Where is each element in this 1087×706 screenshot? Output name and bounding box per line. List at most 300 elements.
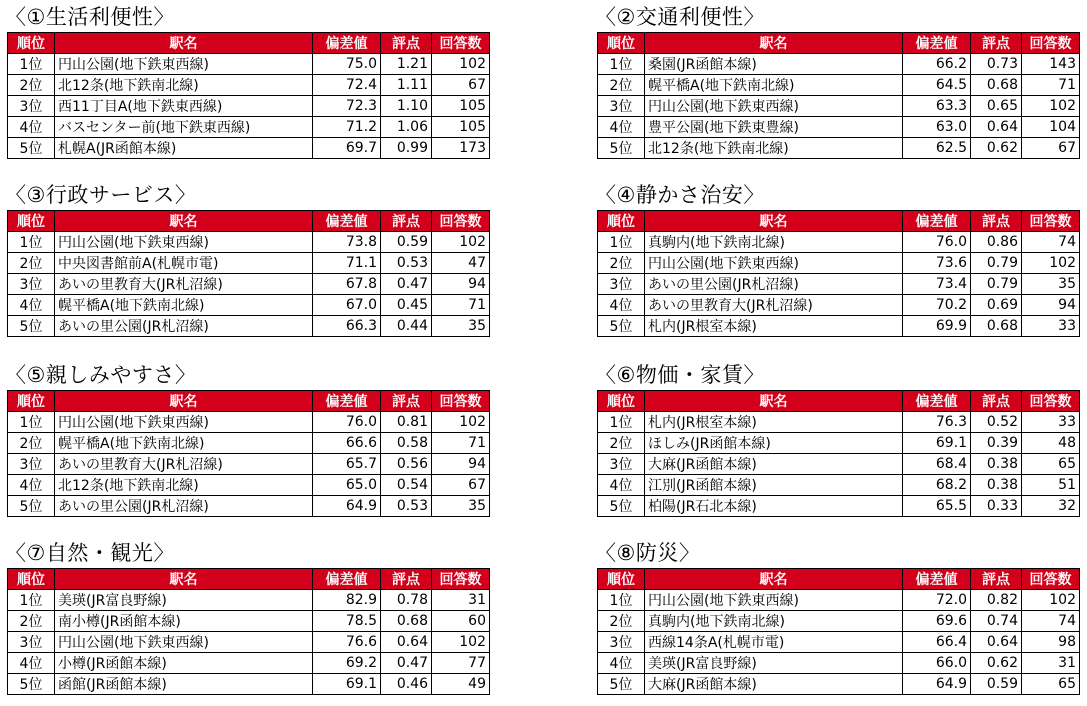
deviation-cell: 69.6 [903, 611, 971, 632]
deviation-cell: 72.0 [903, 590, 971, 611]
responses-cell: 32 [1022, 496, 1080, 517]
table-row [598, 75, 1080, 96]
header-responses: 回答数 [432, 391, 490, 412]
rank-cell: 3位 [8, 454, 55, 475]
rank-cell: 3位 [8, 274, 55, 295]
responses-cell: 143 [1022, 54, 1080, 75]
header-score: 評点 [971, 569, 1022, 590]
header-score: 評点 [381, 569, 432, 590]
table-row [598, 316, 1080, 337]
deviation-cell: 67.8 [313, 274, 381, 295]
table-row [8, 75, 490, 96]
header-rank: 順位 [598, 33, 645, 54]
table-row [8, 54, 490, 75]
deviation-cell: 75.0 [313, 54, 381, 75]
station-cell: 円山公園(地下鉄東西線) [645, 96, 903, 117]
station-cell: 西線14条A(札幌市電) [645, 632, 903, 653]
table-row [8, 475, 490, 496]
responses-cell: 35 [1022, 274, 1080, 295]
table-row [598, 475, 1080, 496]
header-deviation: 偏差値 [313, 391, 381, 412]
score-cell: 0.54 [381, 475, 432, 496]
station-cell: 北12条(地下鉄南北線) [55, 75, 313, 96]
responses-cell: 94 [432, 454, 490, 475]
header-station: 駅名 [645, 391, 903, 412]
rank-cell: 5位 [8, 674, 55, 695]
responses-cell: 65 [1022, 674, 1080, 695]
rank-cell: 5位 [598, 496, 645, 517]
rank-cell: 5位 [598, 138, 645, 159]
deviation-cell: 67.0 [313, 295, 381, 316]
header-responses: 回答数 [1022, 211, 1080, 232]
station-cell: 円山公園(地下鉄東西線) [645, 253, 903, 274]
deviation-cell: 65.7 [313, 454, 381, 475]
deviation-cell: 71.1 [313, 253, 381, 274]
responses-cell: 31 [432, 590, 490, 611]
table-row [598, 54, 1080, 75]
ranking-section [7, 180, 489, 337]
ranking-section [597, 538, 1079, 695]
header-score: 評点 [381, 211, 432, 232]
header-row [8, 569, 490, 590]
score-cell: 0.78 [381, 590, 432, 611]
responses-cell: 102 [1022, 590, 1080, 611]
score-cell: 0.62 [971, 138, 1022, 159]
rank-cell: 5位 [8, 316, 55, 337]
rank-cell: 2位 [598, 75, 645, 96]
header-station: 駅名 [55, 33, 313, 54]
table-row [598, 674, 1080, 695]
table-row [598, 96, 1080, 117]
deviation-cell: 70.2 [903, 295, 971, 316]
station-cell: 函館(JR函館本線) [55, 674, 313, 695]
rank-cell: 4位 [8, 295, 55, 316]
rank-cell: 3位 [598, 454, 645, 475]
header-row [598, 391, 1080, 412]
responses-cell: 98 [1022, 632, 1080, 653]
table-row [8, 496, 490, 517]
header-score: 評点 [381, 391, 432, 412]
station-cell: 真駒内(地下鉄南北線) [645, 232, 903, 253]
score-cell: 1.21 [381, 54, 432, 75]
station-cell: 桑園(JR函館本線) [645, 54, 903, 75]
table-row [598, 117, 1080, 138]
header-row [8, 211, 490, 232]
responses-cell: 35 [432, 496, 490, 517]
table-row [598, 653, 1080, 674]
rank-cell: 4位 [598, 653, 645, 674]
table-row [8, 433, 490, 454]
responses-cell: 102 [432, 232, 490, 253]
responses-cell: 102 [432, 412, 490, 433]
header-station: 駅名 [645, 211, 903, 232]
score-cell: 0.64 [971, 632, 1022, 653]
header-rank: 順位 [8, 569, 55, 590]
header-row [598, 211, 1080, 232]
ranking-table [597, 210, 1080, 337]
station-cell: 真駒内(地下鉄南北線) [645, 611, 903, 632]
table-row [8, 138, 490, 159]
score-cell: 0.69 [971, 295, 1022, 316]
header-station: 駅名 [55, 391, 313, 412]
score-cell: 0.47 [381, 274, 432, 295]
score-cell: 0.47 [381, 653, 432, 674]
score-cell: 0.38 [971, 475, 1022, 496]
station-cell: 幌平橋A(地下鉄南北線) [55, 433, 313, 454]
station-cell: あいの里公園(JR札沼線) [645, 274, 903, 295]
header-rank: 順位 [598, 391, 645, 412]
rank-cell: 2位 [598, 433, 645, 454]
station-cell: 円山公園(地下鉄東西線) [55, 54, 313, 75]
deviation-cell: 82.9 [313, 590, 381, 611]
header-row [8, 33, 490, 54]
responses-cell: 67 [1022, 138, 1080, 159]
ranking-section [7, 360, 489, 517]
table-row [598, 295, 1080, 316]
section-title: 〈⑦自然・観光〉 [5, 541, 175, 565]
station-cell: あいの里公園(JR札沼線) [55, 496, 313, 517]
score-cell: 0.38 [971, 454, 1022, 475]
ranking-table [7, 32, 490, 159]
deviation-cell: 71.2 [313, 117, 381, 138]
rank-cell: 1位 [8, 54, 55, 75]
responses-cell: 104 [1022, 117, 1080, 138]
header-deviation: 偏差値 [313, 33, 381, 54]
header-rank: 順位 [598, 211, 645, 232]
rank-cell: 1位 [8, 412, 55, 433]
score-cell: 1.10 [381, 96, 432, 117]
responses-cell: 48 [1022, 433, 1080, 454]
section-title: 〈②交通利便性〉 [595, 5, 765, 29]
responses-cell: 74 [1022, 611, 1080, 632]
rank-cell: 4位 [8, 117, 55, 138]
deviation-cell: 69.1 [313, 674, 381, 695]
header-score: 評点 [971, 391, 1022, 412]
rank-cell: 4位 [598, 295, 645, 316]
rank-cell: 1位 [598, 590, 645, 611]
rank-cell: 3位 [598, 274, 645, 295]
header-rank: 順位 [8, 33, 55, 54]
score-cell: 0.64 [971, 117, 1022, 138]
table-row [598, 611, 1080, 632]
table-row [8, 632, 490, 653]
responses-cell: 47 [432, 253, 490, 274]
station-cell: バスセンター前(地下鉄東西線) [55, 117, 313, 138]
rank-cell: 3位 [598, 96, 645, 117]
rank-cell: 1位 [598, 232, 645, 253]
deviation-cell: 65.0 [313, 475, 381, 496]
responses-cell: 51 [1022, 475, 1080, 496]
deviation-cell: 72.3 [313, 96, 381, 117]
rank-cell: 2位 [598, 611, 645, 632]
header-responses: 回答数 [1022, 569, 1080, 590]
station-cell: 江別(JR函館本線) [645, 475, 903, 496]
responses-cell: 94 [432, 274, 490, 295]
rank-cell: 2位 [8, 75, 55, 96]
deviation-cell: 73.8 [313, 232, 381, 253]
ranking-table [597, 32, 1080, 159]
deviation-cell: 63.0 [903, 117, 971, 138]
table-row [598, 590, 1080, 611]
responses-cell: 77 [432, 653, 490, 674]
responses-cell: 33 [1022, 412, 1080, 433]
header-deviation: 偏差値 [903, 569, 971, 590]
table-row [8, 674, 490, 695]
deviation-cell: 65.5 [903, 496, 971, 517]
score-cell: 0.73 [971, 54, 1022, 75]
header-deviation: 偏差値 [313, 569, 381, 590]
ranking-section [7, 538, 489, 695]
responses-cell: 33 [1022, 316, 1080, 337]
station-cell: 西11丁目A(地下鉄東西線) [55, 96, 313, 117]
table-row [8, 274, 490, 295]
score-cell: 0.39 [971, 433, 1022, 454]
deviation-cell: 69.2 [313, 653, 381, 674]
score-cell: 0.65 [971, 96, 1022, 117]
station-cell: 美瑛(JR富良野線) [55, 590, 313, 611]
rank-cell: 1位 [8, 232, 55, 253]
score-cell: 0.68 [971, 75, 1022, 96]
deviation-cell: 66.2 [903, 54, 971, 75]
deviation-cell: 66.3 [313, 316, 381, 337]
responses-cell: 102 [1022, 253, 1080, 274]
deviation-cell: 69.7 [313, 138, 381, 159]
score-cell: 0.44 [381, 316, 432, 337]
ranking-table [7, 210, 490, 337]
table-row [598, 274, 1080, 295]
header-responses: 回答数 [432, 33, 490, 54]
station-cell: 柏陽(JR石北本線) [645, 496, 903, 517]
responses-cell: 94 [1022, 295, 1080, 316]
ranking-section [597, 2, 1079, 159]
score-cell: 1.11 [381, 75, 432, 96]
deviation-cell: 78.5 [313, 611, 381, 632]
rank-cell: 5位 [8, 496, 55, 517]
header-deviation: 偏差値 [903, 391, 971, 412]
header-score: 評点 [971, 211, 1022, 232]
rank-cell: 5位 [598, 316, 645, 337]
station-cell: 大麻(JR函館本線) [645, 454, 903, 475]
table-row [598, 253, 1080, 274]
station-cell: あいの里教育大(JR札沼線) [645, 295, 903, 316]
responses-cell: 49 [432, 674, 490, 695]
header-station: 駅名 [55, 211, 313, 232]
table-row [598, 496, 1080, 517]
station-cell: 札内(JR根室本線) [645, 316, 903, 337]
deviation-cell: 68.4 [903, 454, 971, 475]
header-responses: 回答数 [432, 569, 490, 590]
responses-cell: 74 [1022, 232, 1080, 253]
rank-cell: 5位 [598, 674, 645, 695]
score-cell: 0.79 [971, 253, 1022, 274]
table-row [8, 454, 490, 475]
station-cell: ほしみ(JR函館本線) [645, 433, 903, 454]
rank-cell: 2位 [8, 433, 55, 454]
score-cell: 0.64 [381, 632, 432, 653]
rank-cell: 2位 [598, 253, 645, 274]
station-cell: あいの里教育大(JR札沼線) [55, 274, 313, 295]
deviation-cell: 64.5 [903, 75, 971, 96]
score-cell: 0.56 [381, 454, 432, 475]
section-title: 〈⑧防災〉 [595, 541, 701, 565]
ranking-table [597, 568, 1080, 695]
station-cell: 円山公園(地下鉄東西線) [55, 412, 313, 433]
rank-cell: 4位 [598, 117, 645, 138]
deviation-cell: 76.6 [313, 632, 381, 653]
station-cell: 札内(JR根室本線) [645, 412, 903, 433]
score-cell: 0.33 [971, 496, 1022, 517]
responses-cell: 60 [432, 611, 490, 632]
table-row [8, 253, 490, 274]
deviation-cell: 69.9 [903, 316, 971, 337]
deviation-cell: 63.3 [903, 96, 971, 117]
header-rank: 順位 [8, 391, 55, 412]
rank-cell: 1位 [598, 54, 645, 75]
header-responses: 回答数 [1022, 391, 1080, 412]
station-cell: 北12条(地下鉄南北線) [55, 475, 313, 496]
score-cell: 0.46 [381, 674, 432, 695]
deviation-cell: 76.0 [903, 232, 971, 253]
deviation-cell: 72.4 [313, 75, 381, 96]
score-cell: 0.74 [971, 611, 1022, 632]
header-deviation: 偏差値 [903, 211, 971, 232]
section-title: 〈③行政サービス〉 [5, 183, 197, 207]
rank-cell: 3位 [8, 96, 55, 117]
station-cell: 美瑛(JR富良野線) [645, 653, 903, 674]
station-cell: 豊平公園(地下鉄東豊線) [645, 117, 903, 138]
station-cell: 中央図書館前A(札幌市電) [55, 253, 313, 274]
station-cell: 南小樽(JR函館本線) [55, 611, 313, 632]
responses-cell: 71 [432, 433, 490, 454]
rank-cell: 2位 [8, 611, 55, 632]
score-cell: 0.82 [971, 590, 1022, 611]
deviation-cell: 69.1 [903, 433, 971, 454]
header-rank: 順位 [598, 569, 645, 590]
rank-cell: 4位 [598, 475, 645, 496]
deviation-cell: 68.2 [903, 475, 971, 496]
station-cell: 札幌A(JR函館本線) [55, 138, 313, 159]
deviation-cell: 66.6 [313, 433, 381, 454]
score-cell: 1.06 [381, 117, 432, 138]
header-score: 評点 [971, 33, 1022, 54]
station-cell: あいの里公園(JR札沼線) [55, 316, 313, 337]
station-cell: 円山公園(地下鉄東西線) [645, 590, 903, 611]
table-row [598, 632, 1080, 653]
score-cell: 0.99 [381, 138, 432, 159]
table-row [8, 653, 490, 674]
ranking-section [597, 180, 1079, 337]
section-title: 〈⑤親しみやすさ〉 [5, 363, 197, 387]
table-row [8, 96, 490, 117]
header-row [598, 569, 1080, 590]
responses-cell: 102 [432, 54, 490, 75]
score-cell: 0.52 [971, 412, 1022, 433]
deviation-cell: 76.3 [903, 412, 971, 433]
ranking-table [597, 390, 1080, 517]
section-title: 〈⑥物価・家賃〉 [595, 363, 765, 387]
station-cell: 円山公園(地下鉄東西線) [55, 232, 313, 253]
ranking-table [7, 390, 490, 517]
section-title: 〈④静かさ治安〉 [595, 183, 765, 207]
responses-cell: 173 [432, 138, 490, 159]
table-row [598, 232, 1080, 253]
deviation-cell: 73.4 [903, 274, 971, 295]
responses-cell: 105 [432, 117, 490, 138]
station-cell: 小樽(JR函館本線) [55, 653, 313, 674]
deviation-cell: 66.0 [903, 653, 971, 674]
table-row [598, 454, 1080, 475]
station-cell: 北12条(地下鉄南北線) [645, 138, 903, 159]
header-responses: 回答数 [1022, 33, 1080, 54]
rank-cell: 3位 [8, 632, 55, 653]
table-row [598, 412, 1080, 433]
responses-cell: 105 [432, 96, 490, 117]
score-cell: 0.53 [381, 253, 432, 274]
deviation-cell: 73.6 [903, 253, 971, 274]
rank-cell: 3位 [598, 632, 645, 653]
ranking-section [7, 2, 489, 159]
table-row [8, 316, 490, 337]
station-cell: 円山公園(地下鉄東西線) [55, 632, 313, 653]
header-row [598, 33, 1080, 54]
rank-cell: 5位 [8, 138, 55, 159]
rank-cell: 4位 [8, 475, 55, 496]
responses-cell: 31 [1022, 653, 1080, 674]
deviation-cell: 64.9 [313, 496, 381, 517]
section-title: 〈①生活利便性〉 [5, 5, 175, 29]
score-cell: 0.58 [381, 433, 432, 454]
score-cell: 0.62 [971, 653, 1022, 674]
responses-cell: 102 [432, 632, 490, 653]
table-row [598, 433, 1080, 454]
header-rank: 順位 [8, 211, 55, 232]
header-deviation: 偏差値 [903, 33, 971, 54]
rank-cell: 1位 [8, 590, 55, 611]
table-row [8, 611, 490, 632]
score-cell: 0.79 [971, 274, 1022, 295]
header-station: 駅名 [55, 569, 313, 590]
header-score: 評点 [381, 33, 432, 54]
score-cell: 0.59 [381, 232, 432, 253]
table-row [8, 412, 490, 433]
header-responses: 回答数 [432, 211, 490, 232]
score-cell: 0.81 [381, 412, 432, 433]
table-row [8, 232, 490, 253]
deviation-cell: 76.0 [313, 412, 381, 433]
header-station: 駅名 [645, 569, 903, 590]
responses-cell: 71 [432, 295, 490, 316]
score-cell: 0.53 [381, 496, 432, 517]
station-cell: 幌平橋A(地下鉄南北線) [55, 295, 313, 316]
ranking-section [597, 360, 1079, 517]
responses-cell: 71 [1022, 75, 1080, 96]
score-cell: 0.59 [971, 674, 1022, 695]
score-cell: 0.68 [971, 316, 1022, 337]
rank-cell: 1位 [598, 412, 645, 433]
header-deviation: 偏差値 [313, 211, 381, 232]
deviation-cell: 64.9 [903, 674, 971, 695]
table-row [8, 590, 490, 611]
responses-cell: 65 [1022, 454, 1080, 475]
table-row [598, 138, 1080, 159]
rank-cell: 2位 [8, 253, 55, 274]
station-cell: 大麻(JR函館本線) [645, 674, 903, 695]
score-cell: 0.45 [381, 295, 432, 316]
station-cell: 幌平橋A(地下鉄南北線) [645, 75, 903, 96]
responses-cell: 102 [1022, 96, 1080, 117]
station-cell: あいの里教育大(JR札沼線) [55, 454, 313, 475]
header-station: 駅名 [645, 33, 903, 54]
